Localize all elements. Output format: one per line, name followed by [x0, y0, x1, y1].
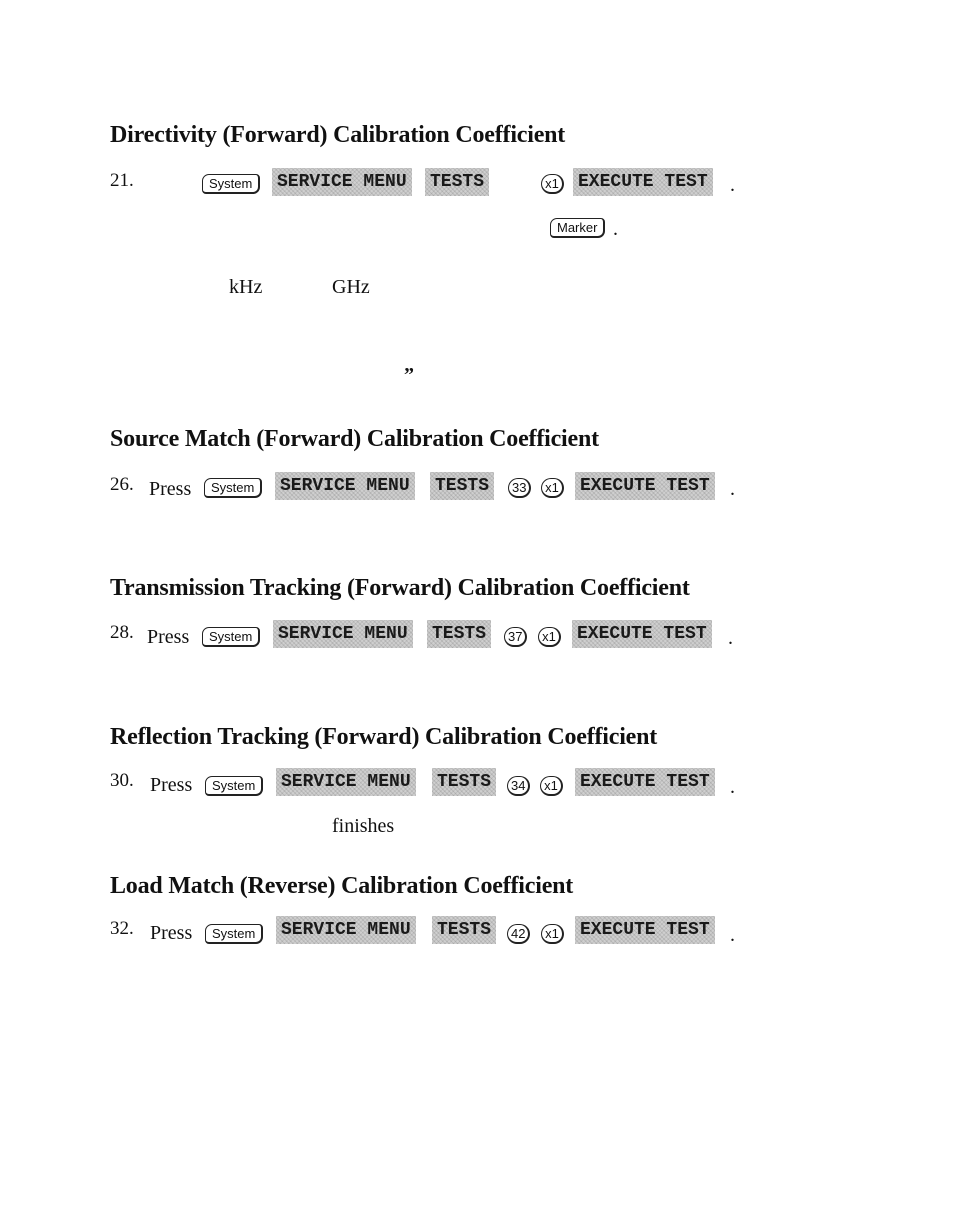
section-heading-source-match: Source Match (Forward) Calibration Coefficient: [110, 426, 599, 452]
system-key[interactable]: System: [205, 776, 263, 796]
service-menu-softkey[interactable]: SERVICE MENU: [276, 768, 416, 796]
marker-key[interactable]: Marker: [550, 218, 605, 238]
step-end-period: .: [730, 174, 735, 196]
execute-test-softkey[interactable]: EXECUTE TEST: [575, 768, 715, 796]
khz-text: kHz: [229, 276, 263, 298]
step-end-period: .: [730, 776, 735, 798]
press-text: Press: [149, 478, 192, 500]
tests-softkey[interactable]: TESTS: [425, 168, 489, 196]
x1-key[interactable]: x1: [540, 776, 563, 796]
section-heading-transmission-tracking: Transmission Tracking (Forward) Calibration Coefficient: [110, 575, 690, 601]
section-heading-load-match: Load Match (Reverse) Calibration Coefficient: [110, 873, 574, 899]
step-number-30: 30.: [110, 770, 134, 791]
x1-key[interactable]: x1: [541, 924, 564, 944]
service-menu-softkey[interactable]: SERVICE MENU: [275, 472, 415, 500]
closing-quote: ”: [404, 364, 414, 386]
system-key[interactable]: System: [205, 924, 263, 944]
system-key[interactable]: System: [202, 627, 260, 647]
ghz-text: GHz: [332, 276, 370, 298]
number-key-42[interactable]: 42: [507, 924, 530, 944]
execute-test-softkey[interactable]: EXECUTE TEST: [575, 916, 715, 944]
x1-key[interactable]: x1: [541, 478, 564, 498]
step-end-period: .: [730, 478, 735, 500]
step-end-period: .: [728, 627, 733, 649]
tests-softkey[interactable]: TESTS: [432, 916, 496, 944]
number-key-37[interactable]: 37: [504, 627, 527, 647]
step-number-32: 32.: [110, 918, 134, 939]
execute-test-softkey[interactable]: EXECUTE TEST: [575, 472, 715, 500]
finishes-text: finishes: [332, 815, 395, 837]
x1-key[interactable]: x1: [541, 174, 564, 194]
execute-test-softkey[interactable]: EXECUTE TEST: [573, 168, 713, 196]
step-end-period: .: [730, 924, 735, 946]
service-menu-softkey[interactable]: SERVICE MENU: [273, 620, 413, 648]
number-key-34[interactable]: 34: [507, 776, 530, 796]
system-key[interactable]: System: [204, 478, 262, 498]
step-number-26: 26.: [110, 474, 134, 495]
x1-key[interactable]: x1: [538, 627, 561, 647]
press-text: Press: [150, 774, 193, 796]
marker-end-period: .: [613, 218, 618, 240]
tests-softkey[interactable]: TESTS: [430, 472, 494, 500]
press-text: Press: [147, 626, 190, 648]
service-menu-softkey[interactable]: SERVICE MENU: [276, 916, 416, 944]
tests-softkey[interactable]: TESTS: [432, 768, 496, 796]
step-number-28: 28.: [110, 622, 134, 643]
number-key-33[interactable]: 33: [508, 478, 531, 498]
service-menu-softkey[interactable]: SERVICE MENU: [272, 168, 412, 196]
section-heading-directivity: Directivity (Forward) Calibration Coefficient: [110, 122, 566, 148]
execute-test-softkey[interactable]: EXECUTE TEST: [572, 620, 712, 648]
step-number-21: 21.: [110, 170, 134, 191]
system-key[interactable]: System: [202, 174, 260, 194]
press-text: Press: [150, 922, 193, 944]
section-heading-reflection-tracking: Reflection Tracking (Forward) Calibration Coefficient: [110, 724, 658, 750]
tests-softkey[interactable]: TESTS: [427, 620, 491, 648]
